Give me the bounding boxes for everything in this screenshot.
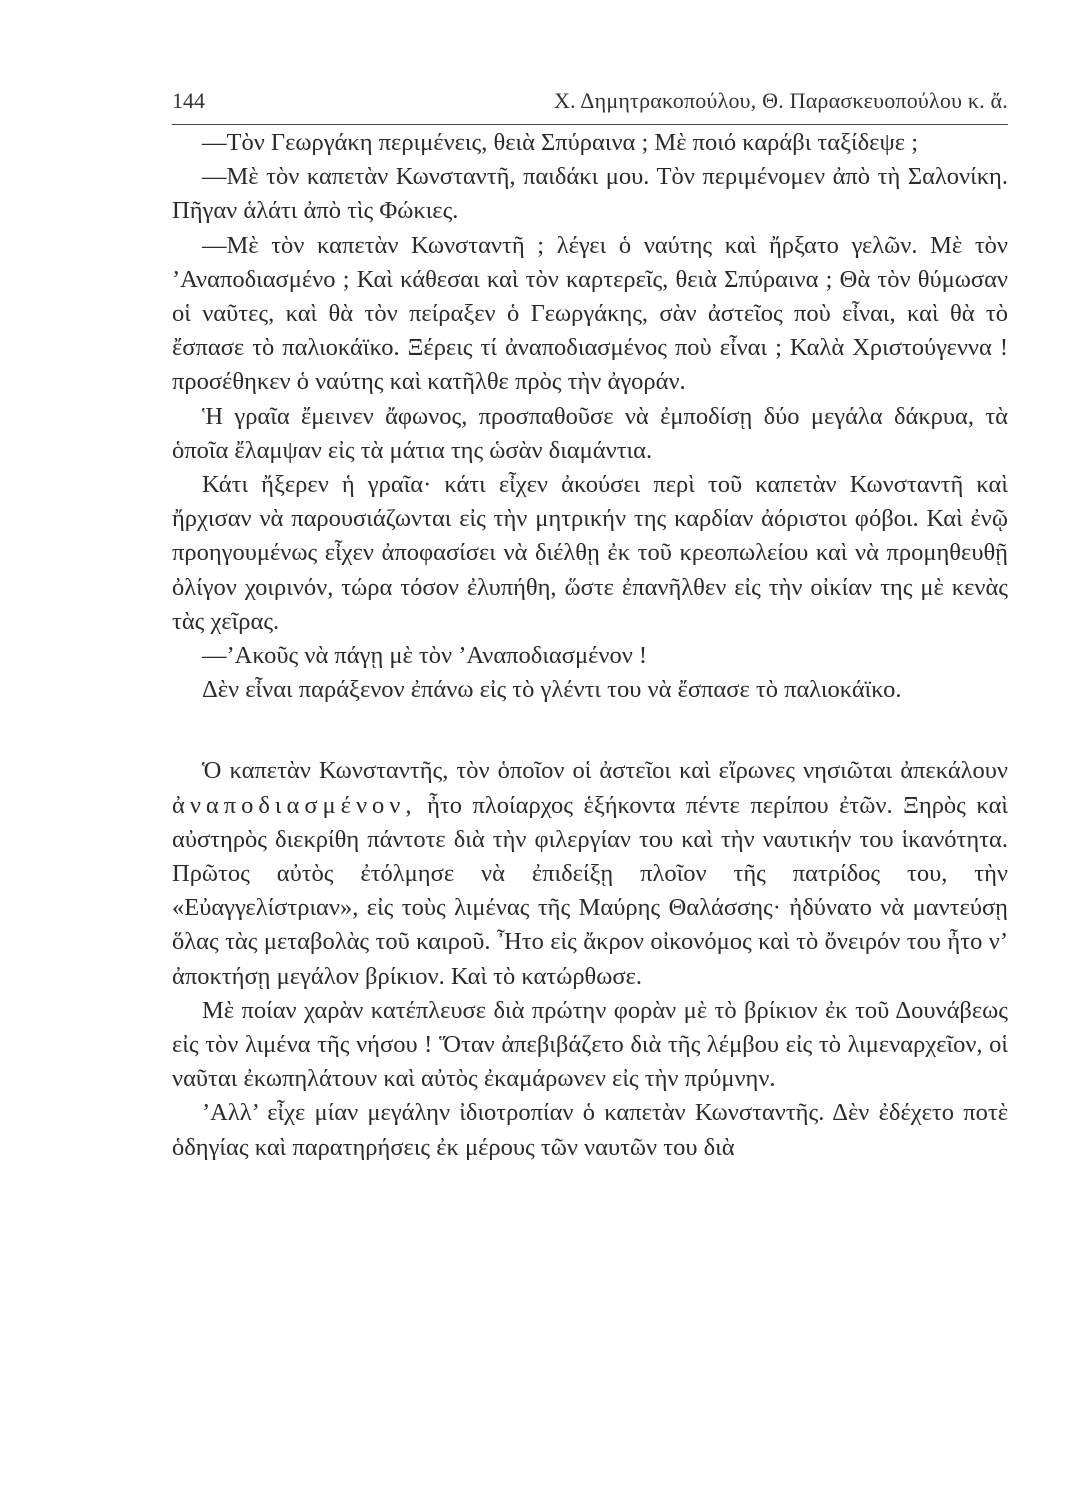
running-head: Χ. Δημητρακοπούλου, Θ. Παρασκευοπούλου κ. ἄ. <box>554 88 1008 113</box>
section-break <box>172 707 1008 754</box>
body-text <box>172 126 1008 1165</box>
section2-text-end: ἦτο πλοίαρχος ἑξήκοντα πέντε περίπου ἐτῶν. Ξηρὸς καὶ αὐστηρὸς διεκρίθη πάντοτε διὰ τὴν φιλεργίαν του καὶ τὴν ναυτικήν του ἱκανότητα. Πρῶτος αὐτὸς ἐτόλμησε νὰ ἐπιδείξῃ πλοῖον τῆς πατρίδος του, τὴν «Εὐαγγελίστριαν», εἰς τοὺς λιμένας τῆς Μαύρης Θαλάσσης· ἠδύνατο νὰ μαντεύσῃ ὅλας τὰς μεταβολὰς τοῦ καιροῦ. Ἦτο εἰς ἄκρον οἰκονόμος καὶ τὸ ὄνειρόν του ἦτο ν’ ἀποκτήσῃ μεγάλον βρίκιον. Καὶ τὸ κατώρθωσε. <box>172 791 1008 990</box>
paragraph-narrative-2: Κάτι ἤξερεν ἡ γραῖα· κάτι εἶχεν ἀκούσει περὶ τοῦ καπετὰν Κωνσταντῆ καὶ ἤρχισαν νὰ παρουσιάζωνται εἰς τὴν μητρικήν της καρδίαν ἀόριστοι φόβοι. Καὶ ἐνῷ προηγουμένως εἶχεν ἀποφασίσει νὰ διέλθῃ ἐκ τοῦ κρεοπωλείου καὶ νὰ προμηθευθῇ ὀλίγον χοιρινόν, τώρα τόσον ἐλυπήθη, ὥστε ἐπανῆλθεν εἰς τὴν οἰκίαν της μὲ κενὰς τὰς χεῖρας. <box>172 471 1008 635</box>
paragraph-dialogue-2: —Μὲ τὸν καπετὰν Κωνσταντῆ, παιδάκι μου. Τὸν περιμένομεν ἀπὸ τὴ Σαλονίκη. Πῆγαν ἁλάτι ἀπὸ τὶς Φώκιες. <box>172 163 1008 225</box>
paragraph-narrative-1: Ἡ γραῖα ἔμεινεν ἄφωνος, προσπαθοῦσε νὰ ἐμποδίσῃ δύο μεγάλα δάκρυα, τὰ ὁποῖα ἔλαμψαν εἰς τὰ μάτια της ὡσὰν διαμάντια. <box>172 402 1008 464</box>
paragraph-section2-3: ’Αλλ’ εἶχε μίαν μεγάλην ἰδιοτροπίαν ὁ καπετὰν Κωνσταντῆς. Δὲν ἐδέχετο ποτὲ ὁδηγίας καὶ παρατηρήσεις ἐκ μέρους τῶν ναυτῶν του διὰ <box>172 1099 1008 1161</box>
spaced-word: ἀναποδιασμένον, <box>172 791 417 819</box>
paragraph-dialogue-1: —Τὸν Γεωργάκη περιμένεις, θειὰ Σπύραινα ; Μὲ ποιό καράβι ταξίδεψε ; <box>202 129 919 156</box>
paragraph-section2-1 <box>172 754 1008 993</box>
section2-text-start: Ὁ καπετὰν Κωνσταντῆς, τὸν ὁποῖον οἱ ἀστεῖοι καὶ εἴρωνες νησιῶται ἀπεκάλουν <box>202 757 1008 785</box>
page-number: 144 <box>172 88 205 113</box>
header-rule <box>172 124 1008 125</box>
paragraph-section2-2: Μὲ ποίαν χαρὰν κατέπλευσε διὰ πρώτην φορὰν μὲ τὸ βρίκιον ἐκ τοῦ Δουνάβεως εἰς τὸν λιμένα τῆς νήσου ! Ὅταν ἀπεβιβάζετο διὰ τῆς λέμβου εἰς τὸ λιμεναρχεῖον, οἱ ναῦται ἐκωπηλάτουν καὶ αὐτὸς ἐκαμάρωνεν εἰς τὴν πρύμνην. <box>172 996 1008 1093</box>
paragraph-dialogue-4: —’Ακοῦς νὰ πάγῃ μὲ τὸν ’Αναποδιασμένον ! <box>202 642 648 670</box>
paragraph-narrative-3: Δὲν εἶναι παράξενον ἐπάνω εἰς τὸ γλέντι του νὰ ἔσπασε τὸ παλιοκάϊκο. <box>202 676 902 704</box>
paragraph-dialogue-3: —Μὲ τὸν καπετὰν Κωνσταντῆ ; λέγει ὁ ναύτης καὶ ἤρξατο γελῶν. Μὲ τὸν ’Αναποδιασμένο ; Καὶ κάθεσαι καὶ τὸν καρτερεῖς, θειὰ Σπύραινα ; Θὰ τὸν θύμωσαν οἱ ναῦτες, καὶ θὰ τὸν πείραξεν ὁ Γεωργάκης, σὰν ἀστεῖος ποὺ εἶναι, καὶ θὰ τὸ ἔσπασε τὸ παλιοκάϊκο. Ξέρεις τί ἀναποδιασμένος ποὺ εἶναι ; Καλὰ Χριστούγεννα ! προσέθηκεν ὁ ναύτης καὶ κατῆλθε πρὸς τὴν ἀγοράν. <box>172 231 1008 396</box>
page-header <box>172 84 1008 114</box>
